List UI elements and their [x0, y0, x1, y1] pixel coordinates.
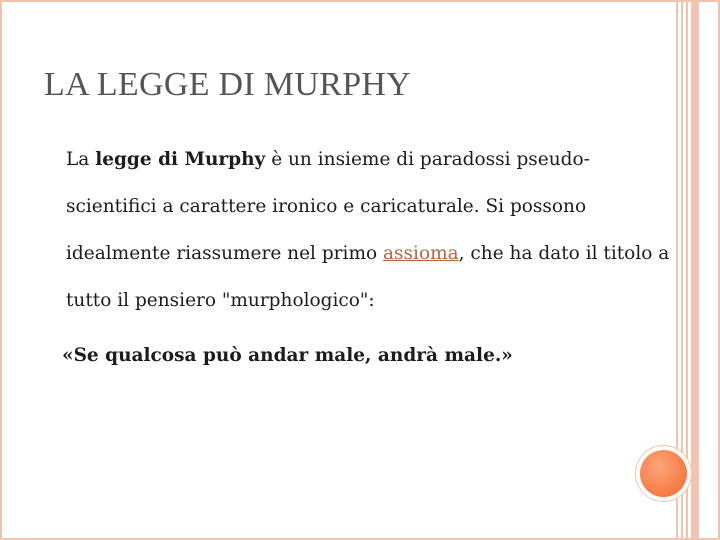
stripe	[686, 0, 688, 540]
term-legge-di-murphy: legge di Murphy	[95, 149, 266, 170]
paragraph-suffix: , che ha dato il titolo a tutto il pensiero "murphologico":	[66, 243, 670, 311]
paragraph	[66, 136, 676, 324]
assioma-link[interactable]: assioma	[383, 243, 459, 264]
stripe	[691, 0, 699, 540]
paragraph-middle: è un insieme di paradossi pseudo-scientifici a carattere ironico e caricaturale. Si possono idealmente riassumere nel primo	[66, 149, 590, 264]
murphy-quote: «Se qualcosa può andar male, andrà male.»	[62, 345, 513, 366]
decorative-orb	[640, 450, 687, 497]
slide-title: LA LEGGE DI MURPHY	[44, 66, 412, 103]
slide-body	[62, 136, 676, 379]
paragraph-prefix: La	[66, 149, 96, 170]
